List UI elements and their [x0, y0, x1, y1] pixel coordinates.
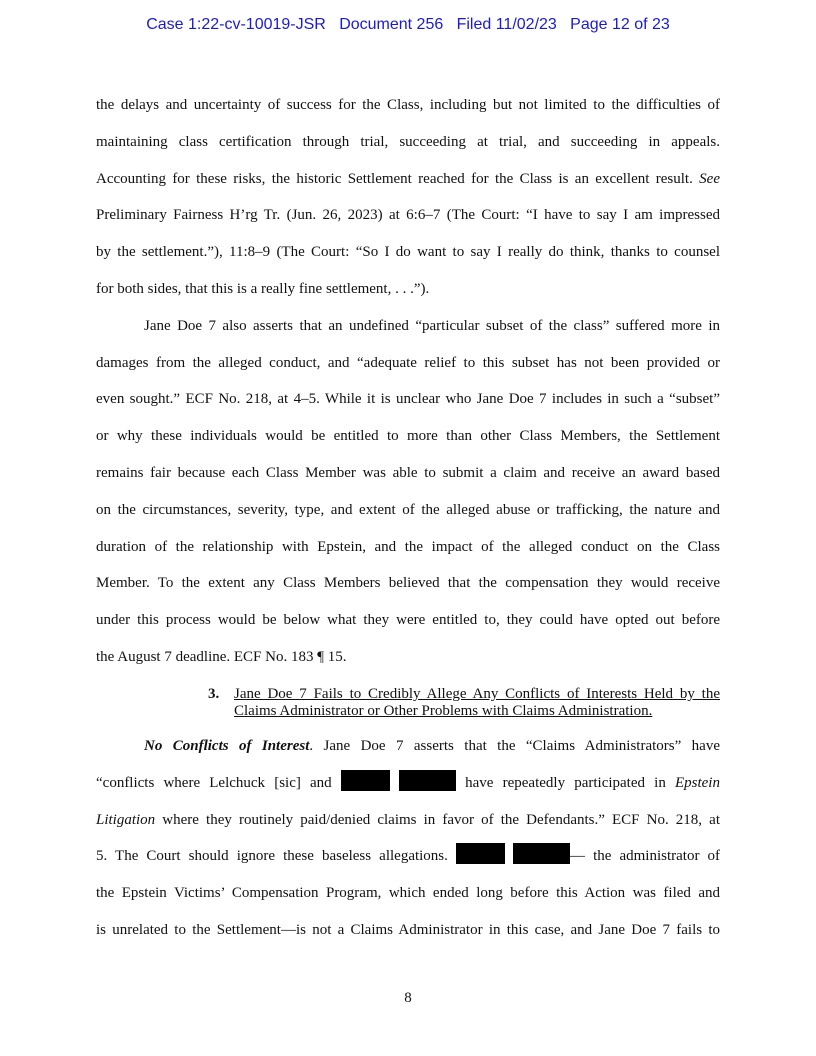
text-run: have repeatedly participated in — [455, 774, 675, 791]
text-line: duration of the relationship with Epstein, and the impact of the alleged conduct on the Class — [96, 538, 720, 555]
redaction-block — [399, 770, 456, 791]
case-number: Case 1:22-cv-10019-JSR — [146, 16, 326, 33]
section-title-line: Claims Administrator or Other Problems with Claims Administration. — [234, 703, 653, 719]
text-run: Accounting for these risks, the historic Settlement reached for the Class is an excellent result. — [96, 170, 700, 187]
page-indicator: Page 12 of 23 — [570, 16, 670, 33]
run-in-heading: No Conflicts of Interest — [144, 738, 310, 754]
text-line: Jane Doe 7 also asserts that an undefined “particular subset of the class” suffered more in — [144, 317, 720, 334]
text-line: even sought.” ECF No. 218, at 4–5. While it is unclear who Jane Doe 7 includes in such a “subset” — [96, 391, 720, 408]
text-line — [96, 765, 720, 802]
signal-see: See — [699, 170, 720, 187]
redaction-block — [341, 770, 390, 791]
text-line: under this process would be below what they were entitled to, they could have opted out before — [96, 612, 720, 629]
text-line: the Epstein Victims’ Compensation Program, which ended long before this Action was filed and — [96, 885, 720, 902]
text-line: for both sides, that this is a really fine settlement, . . .”). — [96, 280, 430, 297]
text-line: is unrelated to the Settlement—is not a Claims Administrator in this case, and Jane Doe 7 fails to — [96, 921, 720, 938]
section-title-line: Jane Doe 7 Fails to Credibly Allege Any Conflicts of Interests Held by the — [234, 686, 720, 702]
filed-date: Filed 11/02/23 — [456, 16, 557, 33]
text-line — [96, 838, 720, 875]
text-line: the delays and uncertainty of success for the Class, including but not limited to the difficulties of — [96, 97, 720, 113]
redaction-block — [513, 843, 570, 864]
page-number: 8 — [404, 990, 412, 1006]
text-line: maintaining class certification through trial, succeeding at trial, and succeeding in appeals. — [96, 133, 720, 150]
section-title — [234, 686, 720, 720]
text-line: by the settlement.”), 11:8–9 (The Court: “So I do want to say I really do think, thanks to counsel — [96, 244, 720, 261]
redaction-block — [456, 843, 505, 864]
text-run: “conflicts where Lelchuck [sic] and — [96, 774, 341, 791]
text-line: damages from the alleged conduct, and “adequate relief to this subset has not been provided or — [96, 354, 720, 371]
text-line: Member. To the extent any Class Members believed that the compensation they would receive — [96, 575, 720, 592]
text-line — [96, 802, 720, 839]
section-number: 3. — [208, 686, 220, 702]
text-line: on the circumstances, severity, type, and extent of the alleged abuse or trafficking, the nature and — [96, 501, 720, 518]
text-run: where they routinely paid/denied claims in favor of the Defendants.” ECF No. 218, at — [155, 811, 720, 828]
text-line: Preliminary Fairness H’rg Tr. (Jun. 26, 2023) at 6:6–7 (The Court: “I have to say I am impressed — [96, 207, 720, 224]
text-line: or why these individuals would be entitled to more than other Class Members, the Settlement — [96, 428, 720, 445]
text-line: remains fair because each Class Member was able to submit a claim and receive an award based — [96, 464, 720, 481]
italic-term: Litigation — [96, 811, 156, 828]
text-run: — the administrator of — [570, 848, 721, 865]
document-number: Document 256 — [339, 16, 444, 33]
text-line — [96, 728, 720, 765]
text-line — [96, 161, 720, 198]
body-text — [96, 728, 720, 949]
case-header — [0, 14, 816, 36]
text-line: the August 7 deadline. ECF No. 183 ¶ 15. — [96, 648, 347, 665]
text-run: . Jane Doe 7 asserts that the “Claims Administrators” have — [309, 738, 720, 754]
body-text — [96, 87, 720, 676]
italic-term: Epstein — [674, 774, 720, 791]
text-run: 5. The Court should ignore these baseless allegations. — [96, 848, 456, 865]
